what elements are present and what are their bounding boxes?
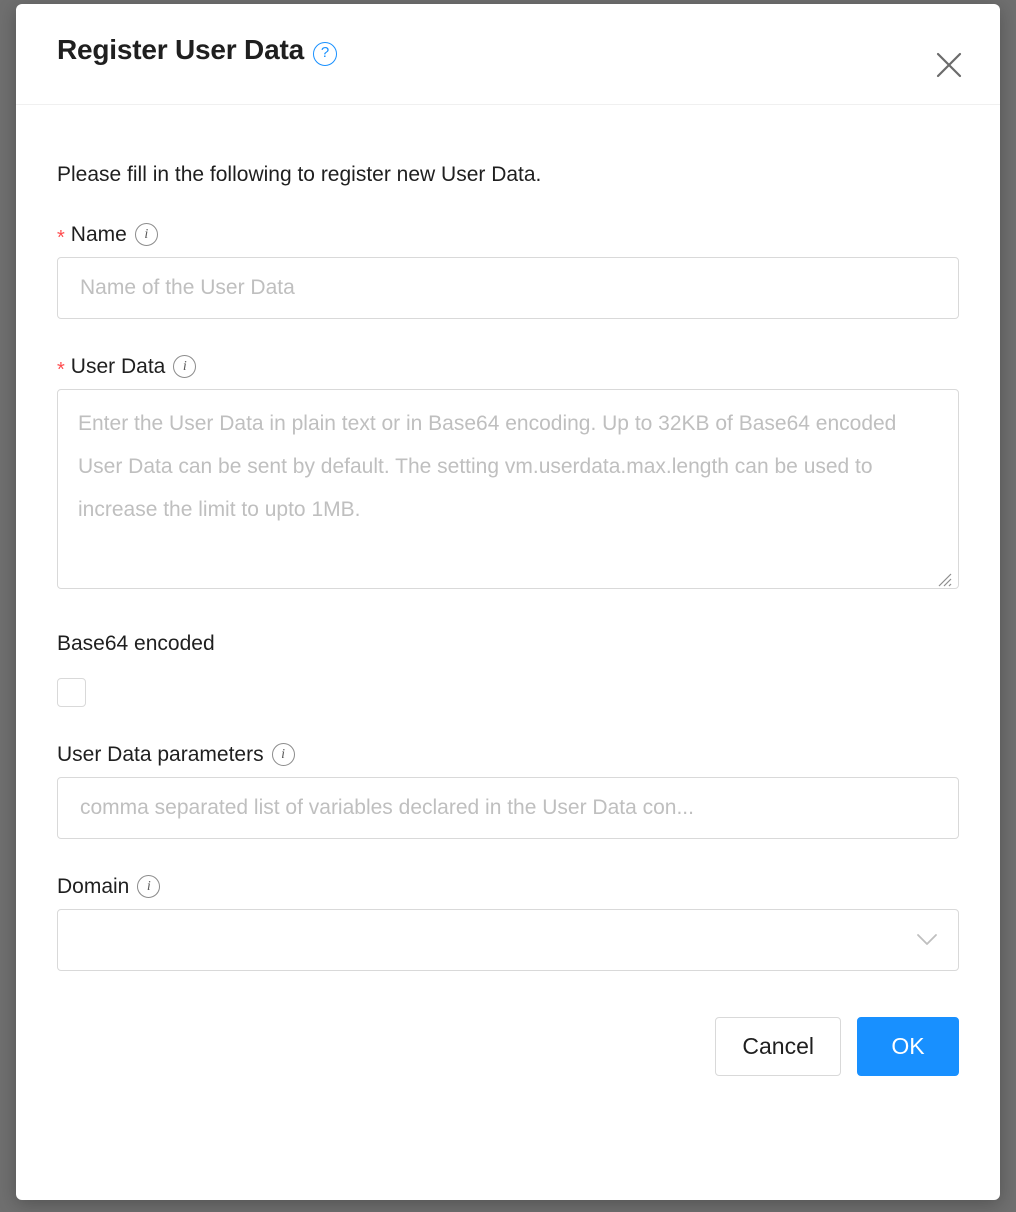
intro-text: Please fill in the following to register new User Data. xyxy=(57,163,542,186)
name-label-text: Name xyxy=(70,223,127,246)
ok-button[interactable]: OK xyxy=(857,1017,959,1076)
dialog-header xyxy=(16,4,1000,105)
info-icon[interactable]: i xyxy=(272,743,295,766)
base64-label: Base64 encoded xyxy=(57,632,215,655)
info-icon[interactable]: i xyxy=(173,355,196,378)
cancel-button[interactable]: Cancel xyxy=(715,1017,841,1076)
close-icon[interactable] xyxy=(932,48,966,82)
register-user-data-dialog xyxy=(16,4,1000,1200)
user-data-textarea-wrapper xyxy=(57,389,959,594)
dialog-body xyxy=(16,163,1000,971)
user-data-label-text: User Data xyxy=(70,355,166,378)
dialog-title-text: Register User Data xyxy=(57,34,304,65)
name-input[interactable] xyxy=(57,257,959,319)
info-icon[interactable]: i xyxy=(135,223,158,246)
user-data-parameters-label-text: User Data parameters xyxy=(57,743,264,766)
base64-checkbox[interactable] xyxy=(57,678,86,707)
question-circle-icon[interactable]: ? xyxy=(313,42,337,66)
user-data-textarea[interactable] xyxy=(57,389,959,589)
domain-label xyxy=(57,875,959,898)
required-marker: * xyxy=(57,358,65,381)
info-icon[interactable]: i xyxy=(137,875,160,898)
name-label xyxy=(57,223,959,249)
page-title xyxy=(57,34,337,66)
chevron-down-icon[interactable] xyxy=(916,932,938,948)
domain-select[interactable] xyxy=(57,909,959,971)
domain-label-text: Domain xyxy=(57,875,130,898)
user-data-parameters-input[interactable] xyxy=(57,777,959,839)
dialog-footer xyxy=(16,1017,1000,1076)
required-marker: * xyxy=(57,226,65,249)
user-data-parameters-label xyxy=(57,743,959,766)
user-data-label xyxy=(57,355,959,381)
